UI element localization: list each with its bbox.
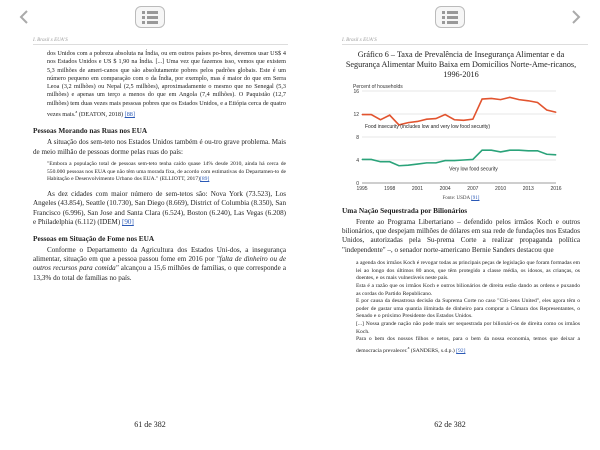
data-point <box>500 151 501 152</box>
header-divider <box>33 44 288 45</box>
x-tick-label: 1995 <box>356 185 368 192</box>
data-point <box>362 114 363 115</box>
footnote-link[interactable]: [91] <box>471 195 480 201</box>
data-point <box>537 150 538 151</box>
menu-button[interactable] <box>435 6 465 28</box>
data-point <box>435 162 436 163</box>
paragraph: As dez cidades com maior número de sem-tetos são: Nova York (73.523), Los Angeles (43.854), Seattle (10.730), San Diego (8.669), District of Columbia (8.350), San Francisco (6.996), San Jose and Santa Clara (6.524), Boston (6.240), Las Vegas (6.208) e Philadelphia (6.112) (IDEM) [90] <box>33 190 286 227</box>
x-tick-label: 2007 <box>467 185 479 192</box>
data-point <box>519 149 520 150</box>
data-point <box>546 109 547 110</box>
data-point <box>500 99 501 100</box>
y-tick-label: 12 <box>353 111 359 118</box>
deaton-quote: dos Unidos com a pobreza absoluta na Índia, ou em outros países po-bres, devemos usar US$ 4 nos Estados Unidos e US $ 1,90 na Índia. [...] Uma vez que fazemos isso, vemos que existem 5,3 milhões de ameri-canos que são absolutamente pobres pelos padrões globais. Este é um número pequeno em comparação com o da Índia, por exemplo, mas é maior do que em Serra Leoa (3,2 milhões) ou Nepal (2,5 milhões), aproximadamente o mesmo que no Senegal (5,3 milhões) e apenas um terço a menos do que em Angola (7,4 milhões). O Paquistão (12,7 milhões) tem duas vezes mais pessoas pobres que os Estados Unidos, e a Etiópia cerca de quatro vezes mais.$^a$ (DEATON, 2018) [88] <box>47 50 287 119</box>
paragraph: Conforme o Departamento da Agricultura dos Estados Uni-dos, a insegurança alimentar, situação em que a pessoa passou fome em 2016 por "falta de dinheiro ou de outros recursos para comida" alcançou a 15,6 milhões de famílias, o que corresponde a 13,3% do total de famílias no país. <box>33 245 287 282</box>
series-line-food-insecurity <box>362 97 556 125</box>
data-point <box>445 114 446 115</box>
left-text-column <box>33 50 286 283</box>
x-tick-label: 1998 <box>384 185 396 192</box>
food-insecurity-chart <box>348 83 563 195</box>
data-point <box>463 159 464 160</box>
x-tick-label: 2004 <box>439 185 451 192</box>
data-point <box>398 165 399 166</box>
right-page <box>300 0 600 450</box>
data-point <box>389 114 390 115</box>
menu-button[interactable] <box>135 6 165 28</box>
page-number: 62 de 382 <box>434 420 466 429</box>
data-point <box>417 163 418 164</box>
x-tick-label: 2001 <box>411 185 423 192</box>
data-point <box>408 164 409 165</box>
elliott-quote: "Embora a população total de pessoas sem-teto tenha caído quase 14% desde 2010, ainda há cerca de 550.000 pessoas nos EUA que não têm uma morada fixa, de acordo com estimativas do Departamen-to de Habitação e Desenvolvimento Urbano dos EUA." (ELLIOTT, 2017)[89] <box>47 161 286 183</box>
data-point <box>380 119 381 120</box>
y-tick-label: 4 <box>356 157 359 164</box>
paragraph: Frente ao Programa Libertariano – defendido pelos irmãos Koch e outros bilionários, que despejam milhões de dólares em sua rede de fundações nos Estados Unidos, autorizadas pela Su-prema Corte a realizar propaganda política "independente" –, o senador norte-americano Bernie Sanders destacou que <box>342 217 580 254</box>
list-menu-icon <box>442 11 458 24</box>
series-label: Very low food security <box>449 165 498 172</box>
data-point <box>445 160 446 161</box>
data-point <box>371 114 372 115</box>
data-point <box>371 159 372 160</box>
data-point <box>528 150 529 151</box>
y-tick-label: 16 <box>353 88 359 95</box>
data-point <box>380 161 381 162</box>
data-point <box>454 160 455 161</box>
data-point <box>537 102 538 103</box>
data-point <box>528 100 529 101</box>
data-point <box>472 118 473 119</box>
running-header: I. Brasil x EUA’S <box>342 38 377 43</box>
footnote-link[interactable]: [89] <box>200 176 210 183</box>
data-point <box>482 98 483 99</box>
section-heading: Uma Nação Sequestrada por Bilionários <box>342 205 468 215</box>
data-point <box>454 119 455 120</box>
previous-page-icon[interactable] <box>18 10 30 24</box>
page-number: 61 de 382 <box>134 420 166 429</box>
data-point <box>556 154 557 155</box>
x-tick-label: 2013 <box>522 185 534 192</box>
data-point <box>472 159 473 160</box>
sanders-quote: a agenda dos irmãos Koch é revogar todas as principais peças de legislação que foram formadas em lei ao longo dos últimos 80 anos, que têm protegido a classe média, os idosos, as crianças, os doentes, e os mais vulneráveis neste país. Esta é a razão que os irmãos Koch e outros bilionários de direita estão dando as ordens e puxando as cordas do Partido Republicano. E por causa da desastrosa decisão da Suprema Corte no caso "Citi-zens United", eles agora têm o poder de gastar uma quantia ilimitada de dinheiro para comprar a Câmara dos Representantes, o Senado e o próximo Presidente dos Estados Unidos. [...] Nossa grande nação não pode mais ser sequestrada por bilionári-os de direita como os irmãos Koch. Para o bem dos nossos filhos e netos, para o bem da nossa economia, temos que deixar a democracia prevalecer.$^a$ (SANDERS, s.d.p.) [92] <box>356 260 580 354</box>
data-point <box>426 162 427 163</box>
data-point <box>435 118 436 119</box>
data-point <box>546 153 547 154</box>
series-label: Food insecurity (includes low and very low food security) <box>365 123 491 130</box>
paragraph: A situação dos sem-teto nos Estados Unidos também é ou-tro grave problema. Mais de meio milhão de pessoas dorme pelas ruas do país: <box>33 138 286 156</box>
list-menu-icon <box>142 11 158 24</box>
section-heading: Pessoas Morando nas Ruas nos EUA <box>33 126 148 136</box>
data-point <box>389 161 390 162</box>
data-point <box>417 121 418 122</box>
data-point <box>491 98 492 99</box>
running-header: I. Brasil x EUA’S <box>33 38 68 43</box>
right-text-column <box>342 50 580 355</box>
data-point <box>556 111 557 112</box>
next-page-icon[interactable] <box>570 10 582 24</box>
section-heading: Pessoas em Situação de Fome nos EUA <box>33 233 155 243</box>
chart-canvas <box>348 83 563 195</box>
y-axis-label: Percent of households <box>353 83 403 90</box>
y-tick-label: 8 <box>356 134 359 141</box>
header-divider <box>342 44 588 45</box>
data-point <box>362 159 363 160</box>
footnote-link[interactable]: [92] <box>456 347 466 354</box>
data-point <box>482 149 483 150</box>
chart-title: Gráfico 6 – Taxa de Prevalência de Insegurança Alimentar e da Segurança Alimentar Muito Baixa em Domicílios Norte-Ame-ricanos, 1996-2016 <box>345 50 577 80</box>
data-point <box>491 149 492 150</box>
x-tick-label: 2010 <box>495 185 507 192</box>
data-point <box>463 119 464 120</box>
series-line-very-low-food-security <box>362 150 556 166</box>
data-point <box>509 96 510 97</box>
x-tick-label: 2016 <box>550 185 562 192</box>
data-point <box>519 99 520 100</box>
data-point <box>426 118 427 119</box>
footnote-link[interactable]: [90] <box>121 218 134 227</box>
chart-source: Fonte: USDA [91] <box>442 195 480 201</box>
y-tick-label: 0 <box>356 180 359 187</box>
data-point <box>509 149 510 150</box>
footnote-link[interactable]: [88] <box>124 111 135 119</box>
